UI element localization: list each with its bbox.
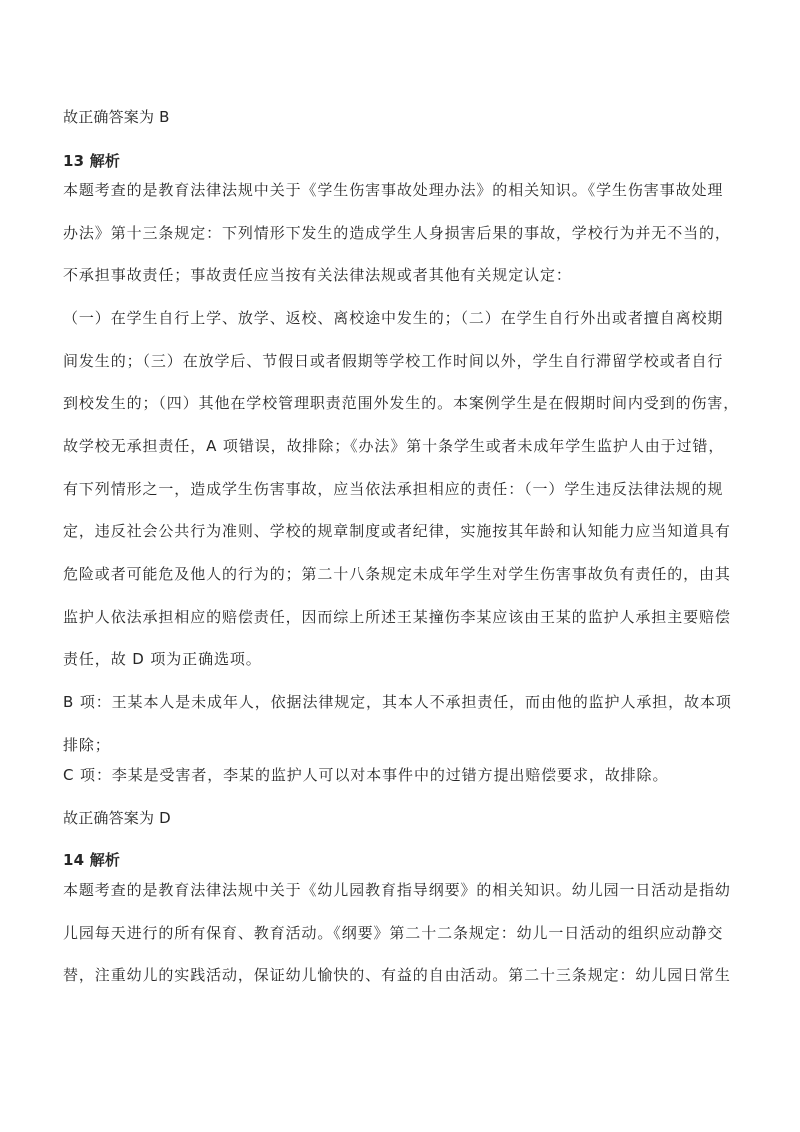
- text-line: 替，注重幼儿的实践活动，保证幼儿愉快的、有益的自由活动。第二十三条规定：幼儿园日常生: [63, 966, 731, 984]
- text-line: 间发生的；（三）在放学后、节假日或者假期等学校工作时间以外，学生自行滞留学校或者自行: [63, 352, 724, 370]
- option-b-line: B 项：王某本人是未成年人，依据法律规定，其本人不承担责任，而由他的监护人承担，故本项: [63, 693, 732, 711]
- heading-q13: 13 解析: [63, 152, 121, 170]
- answer-line-q12: 故正确答案为 B: [63, 108, 170, 126]
- text-line: 责任，故 D 项为正确选项。: [63, 650, 262, 668]
- text-line: 儿园每天进行的所有保育、教育活动。《纲要》第二十二条规定：幼儿一日活动的组织应动静交: [63, 924, 724, 942]
- text-line: 到校发生的；（四）其他在学校管理职责范围外发生的。本案例学生是在假期时间内受到的伤害，: [63, 394, 740, 412]
- text-line: 有下列情形之一，造成学生伤害事故，应当依法承担相应的责任：（一）学生违反法律法规的规: [63, 480, 724, 498]
- text-line: 本题考查的是教育法律法规中关于《学生伤害事故处理办法》的相关知识。《学生伤害事故处理: [63, 181, 724, 199]
- text-line: 监护人依法承担相应的赔偿责任，因而综上所述王某撞伤李某应该由王某的监护人承担主要赔偿: [63, 608, 731, 626]
- text-line: （一）在学生自行上学、放学、返校、离校途中发生的；（二）在学生自行外出或者擅自离校期: [63, 309, 724, 327]
- text-line: 定，违反社会公共行为准则、学校的规章制度或者纪律，实施按其年龄和认知能力应当知道具有: [63, 522, 731, 540]
- text-line: 不承担事故责任；事故责任应当按有关法律法规或者其他有关规定认定：: [63, 266, 572, 284]
- text-line: 本题考查的是教育法律法规中关于《幼儿园教育指导纲要》的相关知识。幼儿园一日活动是指幼: [63, 881, 731, 899]
- text-line: 故学校无承担责任，A 项错误，故排除；《办法》第十条学生或者未成年学生监护人由于过错，: [63, 437, 725, 455]
- option-c-line: C 项：李某是受害者，李某的监护人可以对本事件中的过错方提出赔偿要求，故排除。: [63, 766, 669, 784]
- heading-q14: 14 解析: [63, 851, 121, 869]
- answer-line-q13: 故正确答案为 D: [63, 809, 171, 827]
- option-b-line: 排除；: [63, 736, 111, 754]
- text-line: 危险或者可能危及他人的行为的；第二十八条规定未成年学生对学生伤害事故负有责任的，由其: [63, 565, 731, 583]
- text-line: 办法》第十三条规定：下列情形下发生的造成学生人身损害后果的事故，学校行为并无不当的，: [63, 224, 731, 242]
